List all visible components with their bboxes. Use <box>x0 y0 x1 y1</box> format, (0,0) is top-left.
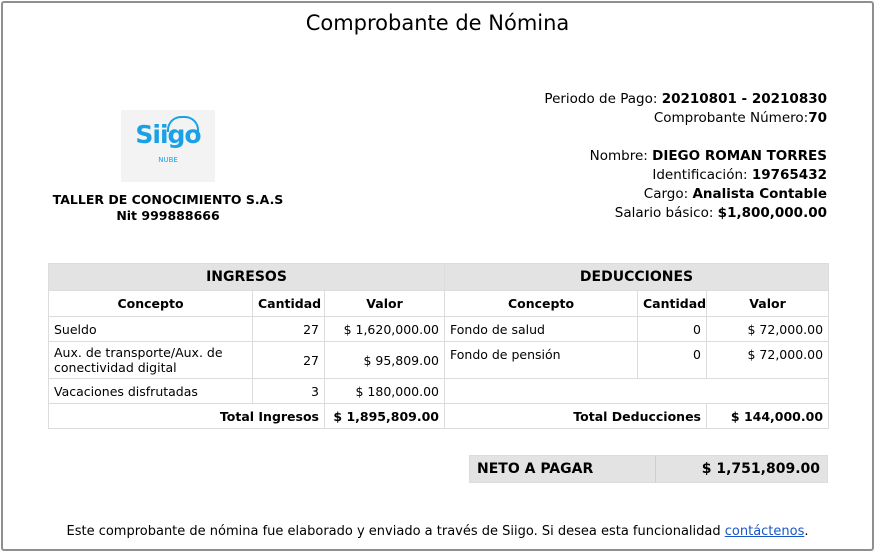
company-name: TALLER DE CONOCIMIENTO S.A.S <box>52 192 284 207</box>
table-row <box>49 317 829 342</box>
ingresos-col-concepto: Concepto <box>49 291 253 317</box>
salary-label: Salario básico: <box>614 205 718 221</box>
logo-sub: NUBE <box>158 156 178 164</box>
deduccion-valor: $ 72,000.00 <box>707 342 829 379</box>
id-line <box>652 166 827 185</box>
deducciones-col-concepto: Concepto <box>445 291 638 317</box>
employee-role: Analista Contable <box>692 186 827 202</box>
deduccion-cantidad: 0 <box>638 317 707 342</box>
role-line <box>644 185 827 204</box>
neto-label: NETO A PAGAR <box>470 456 656 482</box>
payroll-table <box>48 263 829 429</box>
ingreso-concepto: Vacaciones disfrutadas <box>49 379 253 404</box>
company-logo <box>121 110 215 182</box>
ingreso-valor: $ 1,620,000.00 <box>325 317 445 342</box>
total-ingresos-label: Total Ingresos <box>49 404 325 429</box>
logo-brand: Siigo <box>135 120 201 149</box>
ingreso-cantidad: 3 <box>253 379 325 404</box>
deduccion-concepto: Fondo de salud <box>445 317 638 342</box>
salary-line <box>615 204 827 223</box>
role-label: Cargo: <box>643 186 693 202</box>
deduccion-concepto: Fondo de pensión <box>445 342 638 379</box>
number-line <box>654 109 827 128</box>
deduccion-cantidad: 0 <box>638 342 707 379</box>
ingreso-concepto: Aux. de transporte/Aux. de conectividad digital <box>49 342 253 379</box>
footer-text: Este comprobante de nómina fue elaborado y enviado a través de Siigo. Si desea esta funcionalidad <box>66 524 725 539</box>
ingreso-valor: $ 95,809.00 <box>325 342 445 379</box>
contact-link[interactable]: contáctenos <box>724 524 805 539</box>
total-deducciones-label: Total Deducciones <box>445 404 707 429</box>
footer-note <box>0 524 875 539</box>
deducciones-col-valor: Valor <box>707 291 829 317</box>
table-row <box>49 342 829 379</box>
footer-tail: . <box>804 524 809 539</box>
deduccion-valor: $ 72,000.00 <box>707 317 829 342</box>
number-value: 70 <box>808 110 827 126</box>
company-nit: Nit 999888666 <box>116 208 220 223</box>
total-ingresos-value: $ 1,895,809.00 <box>325 404 445 429</box>
total-deducciones-value: $ 144,000.00 <box>707 404 829 429</box>
id-label: Identificación: <box>652 167 752 183</box>
period-label: Periodo de Pago: <box>544 91 662 107</box>
employee-name: DIEGO ROMAN TORRES <box>652 148 827 164</box>
totals-row <box>49 404 829 429</box>
name-line <box>590 147 827 166</box>
ingreso-cantidad: 27 <box>253 342 325 379</box>
neto-box <box>469 455 828 483</box>
neto-value: $ 1,751,809.00 <box>701 461 820 477</box>
ingresos-col-valor: Valor <box>325 291 445 317</box>
page-title: Comprobante de Nómina <box>305 11 570 35</box>
company-block <box>30 192 306 224</box>
ingreso-valor: $ 180,000.00 <box>325 379 445 404</box>
deducciones-empty-cell <box>445 379 829 404</box>
period-line <box>544 90 827 109</box>
ingresos-header: INGRESOS <box>49 264 445 291</box>
ingreso-concepto: Sueldo <box>49 317 253 342</box>
employee-salary: $1,800,000.00 <box>717 205 827 221</box>
period-value: 20210801 - 20210830 <box>661 91 827 107</box>
ingresos-col-cantidad: Cantidad <box>253 291 325 317</box>
deducciones-header: DEDUCCIONES <box>445 264 829 291</box>
table-row <box>49 379 829 404</box>
deducciones-col-cantidad: Cantidad <box>638 291 707 317</box>
ingreso-cantidad: 27 <box>253 317 325 342</box>
name-label: Nombre: <box>589 148 653 164</box>
number-label: Comprobante Número: <box>653 110 809 126</box>
employee-id: 19765432 <box>751 167 827 183</box>
